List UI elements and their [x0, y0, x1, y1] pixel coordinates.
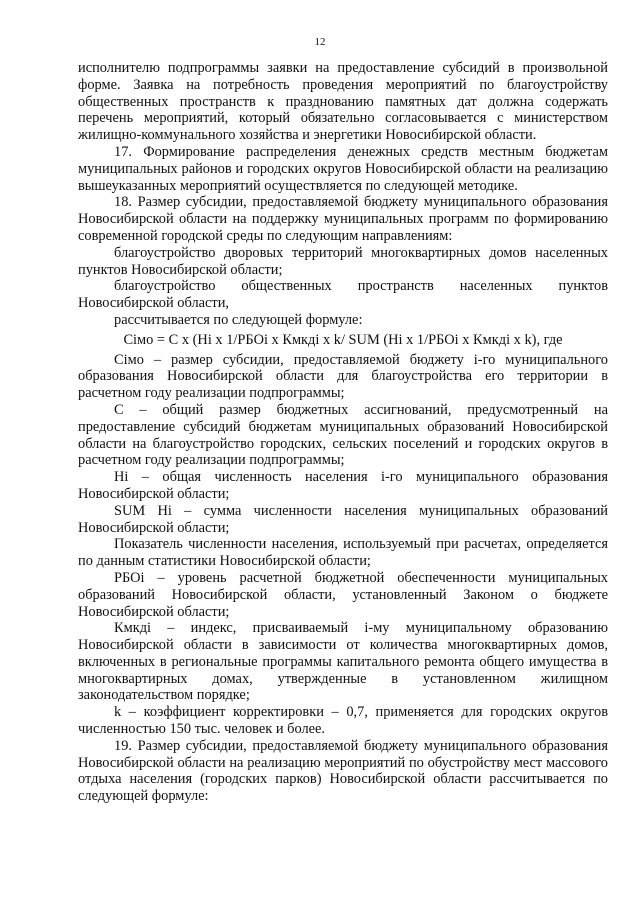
formula-intro: рассчитывается по следующей формуле: [114, 311, 363, 328]
subsidy-formula: Сімо = С x (Нi x 1/РБОi x Кмкдi x k/ SUM (Нi x 1/РБОi x Кмкдi x k), где [123, 331, 563, 348]
definition-k: k – коэффициент корректировки – 0,7, применяется для городских округов численностью 150 тыс. человек и более. [78, 704, 608, 738]
population-indicator: Показатель численности населения, используемый при расчетах, определяется по данным статистики Новосибирской области; [78, 536, 608, 570]
body-text [78, 60, 608, 805]
definition-rboi: РБОi – уровень расчетной бюджетной обеспеченности муниципальных образований Новосибирской области, установленный Законом о бюджете Новосибирской области; [78, 569, 608, 620]
definition-sum-hi: SUM Нi – сумма численности населения муниципальных образований Новосибирской области; [78, 502, 608, 536]
direction-public-spaces: благоустройство общественных пространств населенных пунктов Новосибирской области, [78, 278, 608, 312]
direction-yards: благоустройство дворовых территорий многоквартирных домов населенных пунктов Новосибирской области; [78, 244, 608, 278]
paragraph-continuation: исполнителю подпрограммы заявки на предоставление субсидий в произвольной форме. Заявка на потребность проведения мероприятий по благоустройству общественных пространств к празднованию памятных дат должна содержать перечень мероприятий, который обязательно согласовывается с министерством жилищно-коммунального хозяйства и энергетики Новосибирской области. [78, 60, 608, 144]
paragraph-19: 19. Размер субсидии, предоставляемой бюджету муниципального образования Новосибирской области на реализацию мероприятий по обустройству мест массового отдыха населения (городских парков) Новосибирской области рассчитывается по следующей формуле: [78, 737, 608, 805]
paragraph-18: 18. Размер субсидии, предоставляемой бюджету муниципального образования Новосибирской области на поддержку муниципальных программ по формированию современной городской среды по следующим направлениям: [78, 194, 608, 244]
definition-simo: Сімо – размер субсидии, предоставляемой бюджету і-го муниципального образования Новосибирской области для благоустройства его территории в расчетном году реализации подпрограммы; [78, 351, 608, 402]
definition-kmkdi: Кмкдi – индекс, присваиваемый і-му муниципальному образованию Новосибирской области в зависимости от количества многоквартирных домов, включенных в региональные программы капитального ремонта общего имущества в многоквартирных домах, утвержденные в установленном жилищном законодательством порядке; [78, 620, 608, 704]
paragraph-17: 17. Формирование распределения денежных средств местным бюджетам муниципальных районов и городских округов Новосибирской области на реализацию вышеуказанных мероприятий осуществляется по следующей методике. [78, 143, 608, 194]
page-number: 12 [314, 36, 326, 48]
definition-c: С – общий размер бюджетных ассигнований, предусмотренный на предоставление субсидий бюджетам муниципальных образований Новосибирской области на благоустройство городских, сельских поселений и городских округов в расчетном году реализации подпрограммы; [78, 401, 608, 469]
definition-hi: Нi – общая численность населения і-го муниципального образования Новосибирской области; [78, 469, 608, 502]
